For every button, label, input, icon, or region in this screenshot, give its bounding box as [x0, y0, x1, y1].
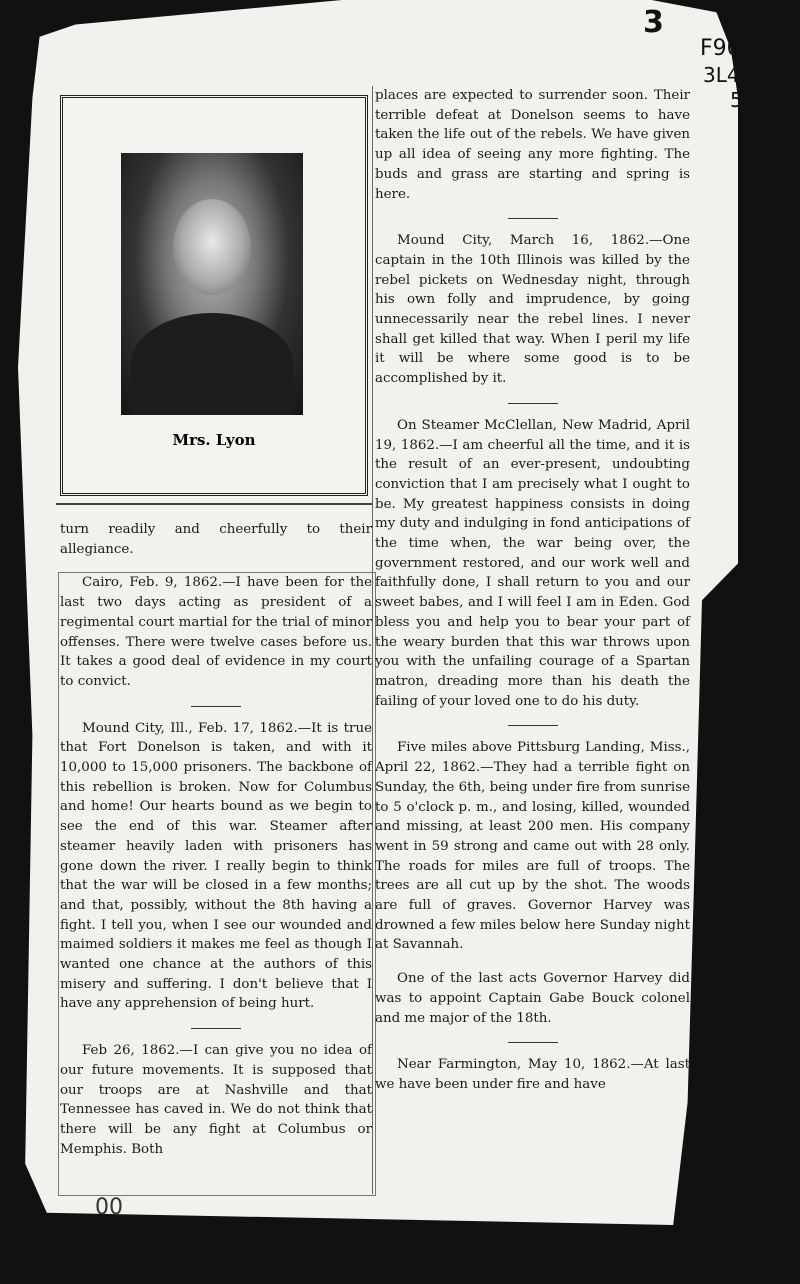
left-paragraph: Cairo, Feb. 9, 1862.—I have been for the last two days acting as president of a regimental court martial for the trial of minor offenses. There were twelve cases before us. It takes a good deal of evidence in my court to convict. [60, 575, 372, 689]
section-divider [56, 503, 372, 505]
entry-rule [508, 218, 558, 219]
right-paragraph: On Steamer McClellan, New Madrid, April 19, 1862.—I am cheerful all the time, and it is the result of an ever-present, undoubting conviction that I am precisely what I ought to be. My greatest happiness consists in doing my duty and indulging in fond anticipations of the time when, the war being over, the government restored, and our work well and faithfully done, I shall return to you and our sweet babes, and I will feel I am in Eden. God bless you and help you to bear your part of the weary burden that this war throws upon you with the unfailing courage of a Spartan matron, dreading more than his death the failing of your loved one to do his duty. [375, 417, 690, 709]
portrait-face [173, 199, 251, 295]
handwritten-ref-line3: 5 [730, 88, 743, 112]
entry-rule [191, 706, 241, 707]
handwritten-ref-line2: 3L4 [703, 63, 740, 87]
left-paragraph: Mound City, Ill., Feb. 17, 1862.—It is true that Fort Donelson is taken, and with it 10,000 to 15,000 prisoners. The backbone of this rebellion is broken. Now for Columbus and home! Our hearts bound as we begin to see the end of this war. Steamer after steamer heavily laden with prisoners has gone down the river. I really begin to think that the war will be closed in a few months; and that, possibly, without the 8th having a fight. I tell you, when I see our wounded and maimed soldiers it makes me feel as though I wanted one chance at the authors of this misery and suffering. I don't believe that I have any apprehension of being hurt. [60, 720, 372, 1012]
entry-rule [508, 403, 558, 404]
portrait-frame [60, 95, 368, 496]
entry-rule [508, 725, 558, 726]
column-divider [372, 86, 373, 1194]
right-paragraph: Mound City, March 16, 1862.—One captain in the 10th Illinois was killed by the rebel pickets on Wednesday night, through his own folly and imprudence, by going unnecessarily near the rebel lines. I never shall get killed that way. When I peril my life it will be where some good is to be accomplished by it. [375, 233, 690, 387]
right-paragraph: One of the last acts Governor Harvey did was to appoint Captain Gabe Bouck colonel and me major of the 18th. [375, 971, 690, 1026]
bottom-marks: 00 [95, 1195, 123, 1220]
left-paragraph: turn readily and cheerfully to their allegiance. [60, 522, 372, 557]
left-paragraph: Feb 26, 1862.—I can give you no idea of our future movements. It is supposed that our troops are at Nashville and that Tennessee has caved in. We do not think that there will be any fight at Columbus or Memphis. Both [60, 1043, 372, 1157]
portrait-shoulders [131, 313, 293, 415]
right-paragraph: places are expected to surrender soon. Their terrible defeat at Donelson seems to have taken the life out of the rebels. We have given up all idea of seeing any more fighting. The buds and grass are starting and spring is here. [375, 88, 690, 202]
handwritten-page-number: 3 [643, 5, 664, 40]
entry-rule [508, 1042, 558, 1043]
handwritten-ref-line1: F902 [700, 36, 755, 61]
portrait-caption: Mrs. Lyon [172, 431, 256, 449]
portrait-photo [121, 153, 303, 415]
right-paragraph: Five miles above Pittsburg Landing, Miss., April 22, 1862.—They had a terrible fight on Sunday, the 6th, being under fire from sunrise to 5 o'clock p. m., and losing, killed, wounded and missing, at least 200 men. His company went in 59 strong and came out with 28 only. The roads for miles are full of troops. The trees are all cut up by the shot. The woods are full of graves. Governor Harvey was drowned a few miles below here Sunday night at Savannah. [375, 740, 691, 953]
right-column [375, 86, 690, 1109]
right-paragraph: Near Farmington, May 10, 1862.—At last we have been under fire and have [375, 1057, 690, 1092]
entry-rule [191, 1028, 241, 1029]
left-column [60, 520, 372, 1173]
